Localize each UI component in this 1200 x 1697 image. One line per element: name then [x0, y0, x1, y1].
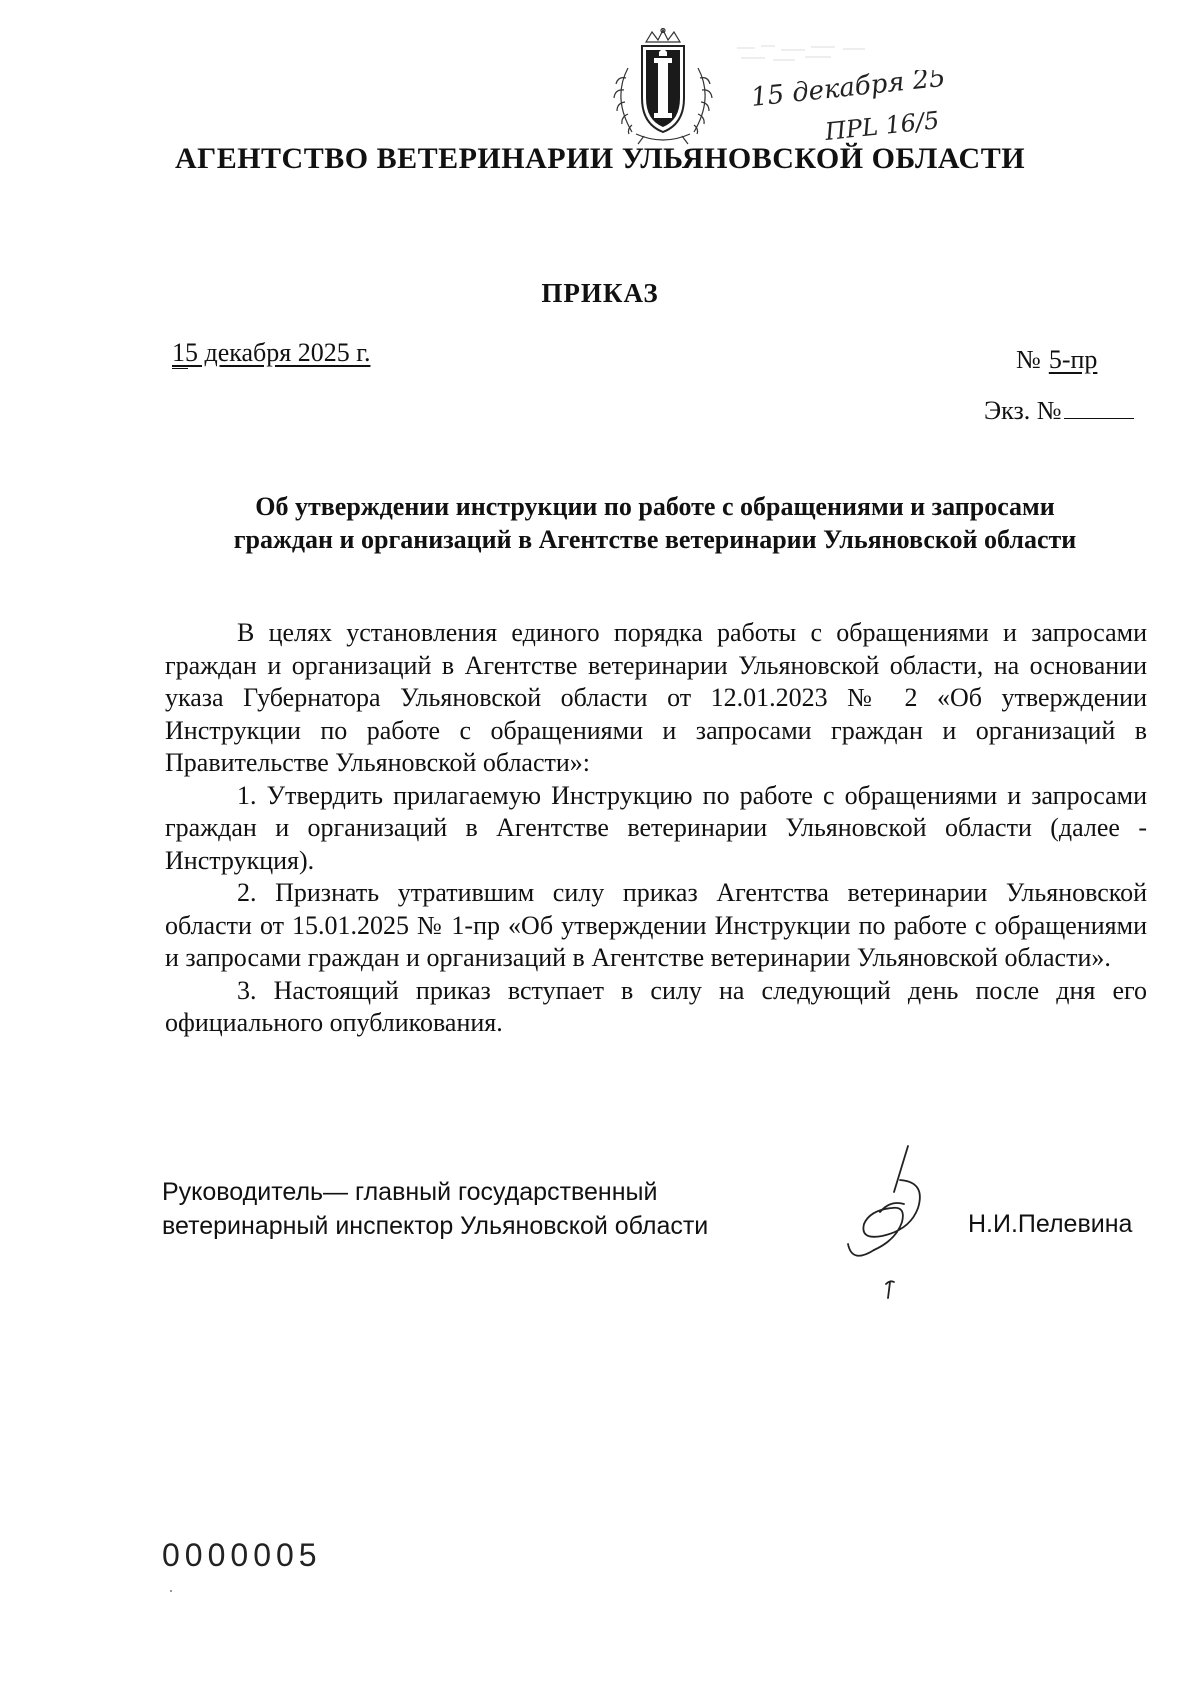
- order-title: ПРИКАЗ: [541, 278, 659, 308]
- coat-of-arms-icon: [598, 28, 728, 148]
- clause-3: 3. Настоящий приказ вступает в силу на следующий день после дня его официального опубликования.: [165, 975, 1147, 1037]
- clause-2: 2. Признать утратившим силу приказ Агентства ветеринарии Ульяновской области от 15.01.2025 № 1-пр «Об утверждении Инструкции по работе с обращениями и запросами граждан и организаций в Агентстве ветеринарии Ульяновской области».: [165, 878, 1147, 972]
- copy-number-blank: [1064, 396, 1134, 419]
- signatory-role-line-1: Руководитель— главный государственный: [162, 1178, 658, 1206]
- order-number: [1016, 345, 1097, 375]
- signatory-name: Н.И.Пелевина: [968, 1210, 1133, 1238]
- number-value: 5-пр: [1048, 345, 1098, 374]
- faint-stamp-mark: [735, 38, 895, 68]
- agency-name: АГЕНТСТВО ВЕТЕРИНАРИИ УЛЬЯНОВСКОЙ ОБЛАСТИ: [174, 142, 1026, 175]
- preamble-paragraph: В целях установления единого порядка работы с обращениями и запросами граждан и организаций в Агентстве ветеринарии Ульяновской области, на основании указа Губернатора Ульяновской области от 12.01.2023 № 2 «Об утверждении Инструкции по работе с обращениями и запросами граждан и организаций в Правительстве Ульяновской области»:: [165, 618, 1147, 777]
- subject-line-1: Об утверждении инструкции по работе с обращениями и запросами: [255, 492, 1055, 521]
- clause-1: 1. Утвердить прилагаемую Инструкцию по работе с обращениями и запросами граждан и организаций в Агентстве ветеринарии Ульяновской области (далее - Инструкция).: [165, 780, 1147, 875]
- registration-number: 0000005: [162, 1537, 322, 1573]
- signature-icon: [830, 1140, 940, 1300]
- date-underline-prefix: [172, 368, 188, 369]
- handwritten-line-2: ПРL 16/5: [823, 106, 941, 146]
- order-subject: [190, 490, 1120, 556]
- signatory-role: [162, 1175, 708, 1243]
- order-date: 15 декабря 2025 г.: [172, 338, 371, 367]
- copy-number: [984, 396, 1134, 426]
- number-sign: №: [1016, 345, 1041, 374]
- subject-line-2: граждан и организаций в Агентстве ветеринарии Ульяновской области: [233, 525, 1077, 554]
- handwritten-line-1: 15 декабря 25: [749, 70, 947, 113]
- copy-label: Экз. №: [984, 396, 1062, 425]
- scan-dot: [170, 1590, 172, 1592]
- order-body: [165, 617, 1147, 1040]
- signatory-role-line-2: ветеринарный инспектор Ульяновской области: [162, 1212, 709, 1240]
